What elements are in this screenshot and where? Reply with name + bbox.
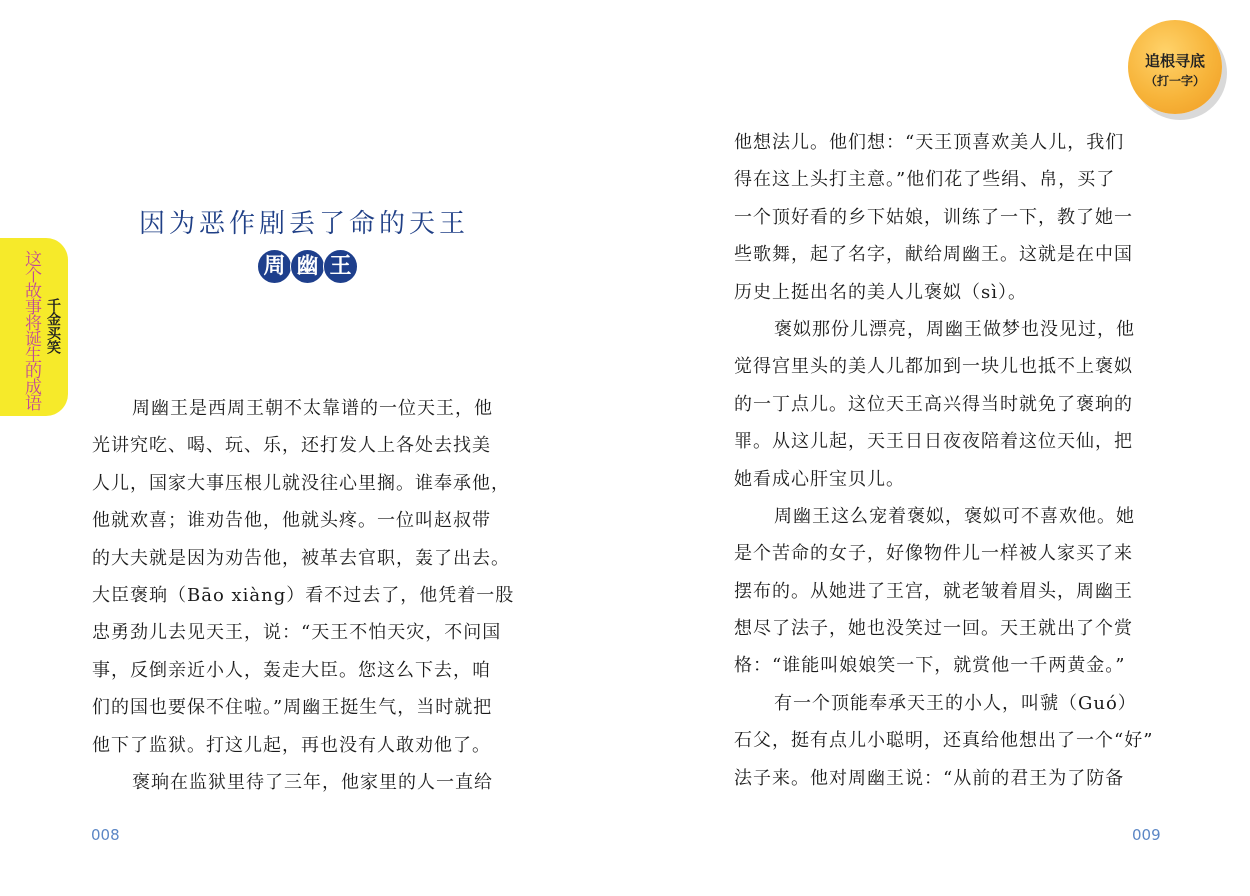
text-line: 大臣褒珦（Bāo xiàng）看不过去了，他凭着一股 [92, 584, 515, 606]
text-line: 他就欢喜；谁劝告他，他就头疼。一位叫赵叔带 [92, 510, 491, 532]
text-line: 觉得宫里头的美人儿都加到一块儿也抵不上褒姒 [734, 356, 1133, 378]
text-line: 想尽了法子，她也没笑过一回。天王就出了个赏 [734, 618, 1133, 640]
name-char: 王 [323, 249, 358, 284]
text-line: 格：“谁能叫娘娘笑一下，就赏他一千两黄金。” [734, 655, 1126, 677]
text-line: 是个苦命的女子，好像物件儿一样被人家买了来 [734, 543, 1133, 565]
text-line: 有一个顶能奉承天王的小人，叫虢（Guó） [774, 692, 1137, 714]
text-line: 们的国也要保不住啦。”周幽王挺生气，当时就把 [92, 697, 493, 719]
text-line: 的大夫就是因为劝告他，被革去官职，轰了出去。 [92, 547, 510, 569]
idiom-label: 千金买笑 [45, 298, 61, 354]
page-number-right: 009 [1132, 826, 1161, 844]
name-char: 幽 [290, 249, 325, 284]
text-line: 光讲究吃、喝、玩、乐，还打发人上各处去找美 [92, 435, 491, 457]
chapter-title: 因为恶作剧丢了命的天王 [138, 209, 469, 239]
chapter-name [257, 249, 356, 285]
text-line: 周幽王是西周王朝不太靠谱的一位天王，他 [132, 398, 493, 419]
text-line: 些歌舞，起了名字，献给周幽王。这就是在中国 [734, 244, 1133, 266]
text-line: 一个顶好看的乡下姑娘，训练了一下，教了她一 [734, 206, 1133, 228]
text-line: 褒珦在监狱里待了三年，他家里的人一直给 [132, 771, 493, 793]
text-line: 法子来。他对周幽王说：“从前的君王为了防备 [734, 767, 1125, 789]
badge-title: 追根寻底 [1144, 52, 1205, 70]
text-line: 的一丁点儿。这位天王高兴得当时就免了褒珦的 [734, 393, 1133, 415]
left-page-text [92, 390, 522, 801]
text-line: 历史上挺出名的美人儿褒姒（sì）。 [734, 281, 1027, 303]
text-line: 褒姒那份儿漂亮，周幽王做梦也没见过，他 [774, 318, 1135, 340]
text-line: 得在这上头打主意。”他们花了些绢、帛，买了 [734, 169, 1116, 191]
series-title: 这个故事将诞生的成语 [21, 250, 41, 410]
text-line: 忠勇劲儿去见天王，说：“天王不怕天灾，不问国 [92, 622, 502, 644]
text-line: 事，反倒亲近小人，轰走大臣。您这么下去，咱 [92, 659, 491, 681]
page-number-left: 008 [91, 826, 120, 844]
text-line: 她看成心肝宝贝儿。 [734, 468, 905, 490]
text-line: 他想法儿。他们想：“天王顶喜欢美人儿，我们 [734, 132, 1125, 153]
text-line: 周幽王这么宠着褒姒，褒姒可不喜欢他。她 [774, 505, 1135, 527]
name-char: 周 [257, 249, 292, 284]
text-line: 人儿，国家大事压根儿就没往心里搁。谁奉承他， [92, 472, 510, 494]
text-line: 石父，挺有点儿小聪明，还真给他想出了一个“好” [734, 730, 1154, 752]
right-page-text [734, 124, 1166, 797]
badge-subtitle: （打一字） [1144, 74, 1205, 88]
text-line: 摆布的。从她进了王宫，就老皱着眉头，周幽王 [734, 580, 1133, 602]
text-line: 罪。从这儿起，天王日日夜夜陪着这位天仙，把 [734, 431, 1133, 453]
text-line: 他下了监狱。打这儿起，再也没有人敢劝他了。 [92, 734, 491, 756]
riddle-badge [1128, 20, 1222, 114]
